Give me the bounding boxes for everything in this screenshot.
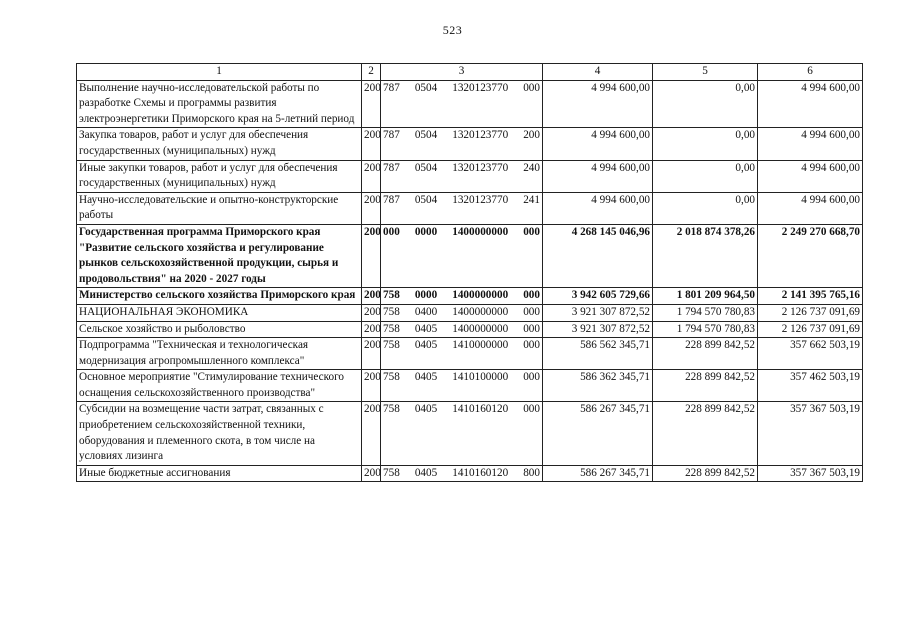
budget-table xyxy=(76,63,863,482)
row-codes xyxy=(381,160,543,192)
table-row xyxy=(77,465,863,482)
row-value-5: 0,00 xyxy=(653,80,758,128)
row-codes xyxy=(381,128,543,160)
row-name: Научно-исследовательские и опытно-конструкторские работы xyxy=(77,192,362,224)
expense-type-code: 000 xyxy=(523,225,540,238)
row-codes xyxy=(381,224,543,287)
row-name: Сельское хозяйство и рыболовство xyxy=(77,321,362,338)
target-code: 1320123770 xyxy=(452,193,509,206)
row-value-5: 0,00 xyxy=(653,128,758,160)
section-code: 0405 xyxy=(414,339,438,352)
grbs-code: 758 xyxy=(383,289,400,302)
expense-type-code: 241 xyxy=(523,193,540,206)
grbs-code: 758 xyxy=(383,466,400,479)
row-col-2: 200 xyxy=(362,224,381,287)
row-value-4: 3 921 307 872,52 xyxy=(543,304,653,321)
row-value-6: 357 662 503,19 xyxy=(758,338,863,370)
target-code: 1410000000 xyxy=(452,339,509,352)
row-value-5: 228 899 842,52 xyxy=(653,338,758,370)
section-code: 0405 xyxy=(414,322,438,335)
target-code: 1320123770 xyxy=(452,161,509,174)
grbs-code: 758 xyxy=(383,371,400,384)
row-name: НАЦИОНАЛЬНАЯ ЭКОНОМИКА xyxy=(77,304,362,321)
row-col-2: 200 xyxy=(362,304,381,321)
row-value-6: 4 994 600,00 xyxy=(758,80,863,128)
row-codes xyxy=(381,80,543,128)
header-col-6: 6 xyxy=(758,64,863,81)
header-col-5: 5 xyxy=(653,64,758,81)
expense-type-code: 000 xyxy=(523,403,540,416)
row-name: Министерство сельского хозяйства Приморского края xyxy=(77,288,362,305)
grbs-code: 787 xyxy=(383,161,400,174)
table-row xyxy=(77,128,863,160)
row-value-6: 2 126 737 091,69 xyxy=(758,321,863,338)
section-code: 0405 xyxy=(414,371,438,384)
grbs-code: 000 xyxy=(383,225,400,238)
target-code: 1410100000 xyxy=(452,371,509,384)
table-row xyxy=(77,288,863,305)
row-name: Подпрограмма "Техническая и технологическая модернизация агропромышленного комплекса" xyxy=(77,338,362,370)
section-code: 0504 xyxy=(414,129,438,142)
row-value-6: 357 367 503,19 xyxy=(758,402,863,465)
expense-type-code: 200 xyxy=(523,129,540,142)
section-code: 0405 xyxy=(414,403,438,416)
row-name: Государственная программа Приморского края "Развитие сельского хозяйства и регулирование рынков сельскохозяйственной продукции, сырья и продовольствия" на 2020 - 2027 годы xyxy=(77,224,362,287)
row-value-4: 586 362 345,71 xyxy=(543,370,653,402)
row-value-4: 4 994 600,00 xyxy=(543,160,653,192)
expense-type-code: 240 xyxy=(523,161,540,174)
table-row xyxy=(77,160,863,192)
table-row xyxy=(77,402,863,465)
row-col-2: 200 xyxy=(362,128,381,160)
row-codes xyxy=(381,288,543,305)
row-col-2: 200 xyxy=(362,402,381,465)
row-name: Иные бюджетные ассигнования xyxy=(77,465,362,482)
row-value-4: 4 994 600,00 xyxy=(543,80,653,128)
row-name: Субсидии на возмещение части затрат, связанных с приобретением сельскохозяйственной техники, оборудования и племенного скота, в том числе на условиях лизинга xyxy=(77,402,362,465)
row-value-4: 586 562 345,71 xyxy=(543,338,653,370)
row-value-4: 3 942 605 729,66 xyxy=(543,288,653,305)
grbs-code: 758 xyxy=(383,403,400,416)
table-row xyxy=(77,192,863,224)
row-name: Основное мероприятие "Стимулирование технического оснащения сельскохозяйственного производства" xyxy=(77,370,362,402)
table-row xyxy=(77,338,863,370)
grbs-code: 787 xyxy=(383,193,400,206)
row-value-5: 1 801 209 964,50 xyxy=(653,288,758,305)
row-value-6: 2 249 270 668,70 xyxy=(758,224,863,287)
page-number: 523 xyxy=(442,23,463,37)
row-name: Выполнение научно-исследовательской работы по разработке Схемы и программы развития электроэнергетики Приморского края на 5-летний период xyxy=(77,80,362,128)
row-col-2: 200 xyxy=(362,288,381,305)
row-col-2: 200 xyxy=(362,80,381,128)
row-col-2: 200 xyxy=(362,160,381,192)
target-code: 1400000000 xyxy=(452,225,509,238)
row-col-2: 200 xyxy=(362,321,381,338)
row-value-6: 357 367 503,19 xyxy=(758,465,863,482)
row-value-4: 4 268 145 046,96 xyxy=(543,224,653,287)
row-col-2: 200 xyxy=(362,465,381,482)
table-row xyxy=(77,370,863,402)
row-value-5: 1 794 570 780,83 xyxy=(653,321,758,338)
table-body xyxy=(77,80,863,482)
target-code: 1320123770 xyxy=(452,81,509,94)
row-value-5: 2 018 874 378,26 xyxy=(653,224,758,287)
target-code: 1400000000 xyxy=(452,305,509,318)
grbs-code: 758 xyxy=(383,339,400,352)
row-value-4: 3 921 307 872,52 xyxy=(543,321,653,338)
target-code: 1400000000 xyxy=(452,322,509,335)
row-col-2: 200 xyxy=(362,338,381,370)
grbs-code: 787 xyxy=(383,129,400,142)
row-value-6: 2 141 395 765,16 xyxy=(758,288,863,305)
table-row xyxy=(77,304,863,321)
row-value-4: 586 267 345,71 xyxy=(543,402,653,465)
row-codes xyxy=(381,465,543,482)
section-code: 0504 xyxy=(414,161,438,174)
grbs-code: 787 xyxy=(383,81,400,94)
row-value-4: 586 267 345,71 xyxy=(543,465,653,482)
expense-type-code: 000 xyxy=(523,322,540,335)
target-code: 1410160120 xyxy=(452,466,509,479)
grbs-code: 758 xyxy=(383,322,400,335)
section-code: 0400 xyxy=(414,305,438,318)
row-value-5: 0,00 xyxy=(653,192,758,224)
table-row xyxy=(77,224,863,287)
section-code: 0504 xyxy=(414,81,438,94)
row-value-6: 4 994 600,00 xyxy=(758,160,863,192)
header-col-2: 2 xyxy=(362,64,381,81)
table-row xyxy=(77,321,863,338)
row-name: Закупка товаров, работ и услуг для обеспечения государственных (муниципальных) нужд xyxy=(77,128,362,160)
row-codes xyxy=(381,192,543,224)
expense-type-code: 000 xyxy=(523,289,540,302)
row-col-2: 200 xyxy=(362,370,381,402)
row-value-5: 0,00 xyxy=(653,160,758,192)
expense-type-code: 800 xyxy=(523,466,540,479)
section-code: 0504 xyxy=(414,193,438,206)
grbs-code: 758 xyxy=(383,305,400,318)
header-col-4: 4 xyxy=(543,64,653,81)
row-codes xyxy=(381,402,543,465)
expense-type-code: 000 xyxy=(523,339,540,352)
row-value-6: 2 126 737 091,69 xyxy=(758,304,863,321)
target-code: 1400000000 xyxy=(452,289,509,302)
section-code: 0405 xyxy=(414,466,438,479)
row-value-4: 4 994 600,00 xyxy=(543,128,653,160)
section-code: 0000 xyxy=(414,225,438,238)
expense-type-code: 000 xyxy=(523,81,540,94)
expense-type-code: 000 xyxy=(523,371,540,384)
row-value-6: 4 994 600,00 xyxy=(758,192,863,224)
row-col-2: 200 xyxy=(362,192,381,224)
target-code: 1410160120 xyxy=(452,403,509,416)
header-col-3: 3 xyxy=(381,64,543,81)
row-value-6: 4 994 600,00 xyxy=(758,128,863,160)
row-value-6: 357 462 503,19 xyxy=(758,370,863,402)
row-value-5: 228 899 842,52 xyxy=(653,465,758,482)
expense-type-code: 000 xyxy=(523,305,540,318)
row-value-4: 4 994 600,00 xyxy=(543,192,653,224)
target-code: 1320123770 xyxy=(452,129,509,142)
row-codes xyxy=(381,304,543,321)
row-name: Иные закупки товаров, работ и услуг для обеспечения государственных (муниципальных) нужд xyxy=(77,160,362,192)
row-codes xyxy=(381,370,543,402)
section-code: 0000 xyxy=(414,289,438,302)
row-value-5: 228 899 842,52 xyxy=(653,370,758,402)
row-codes xyxy=(381,321,543,338)
table-header-row xyxy=(77,64,863,81)
row-value-5: 1 794 570 780,83 xyxy=(653,304,758,321)
row-codes xyxy=(381,338,543,370)
row-value-5: 228 899 842,52 xyxy=(653,402,758,465)
table-row xyxy=(77,80,863,128)
header-col-1: 1 xyxy=(77,64,362,81)
